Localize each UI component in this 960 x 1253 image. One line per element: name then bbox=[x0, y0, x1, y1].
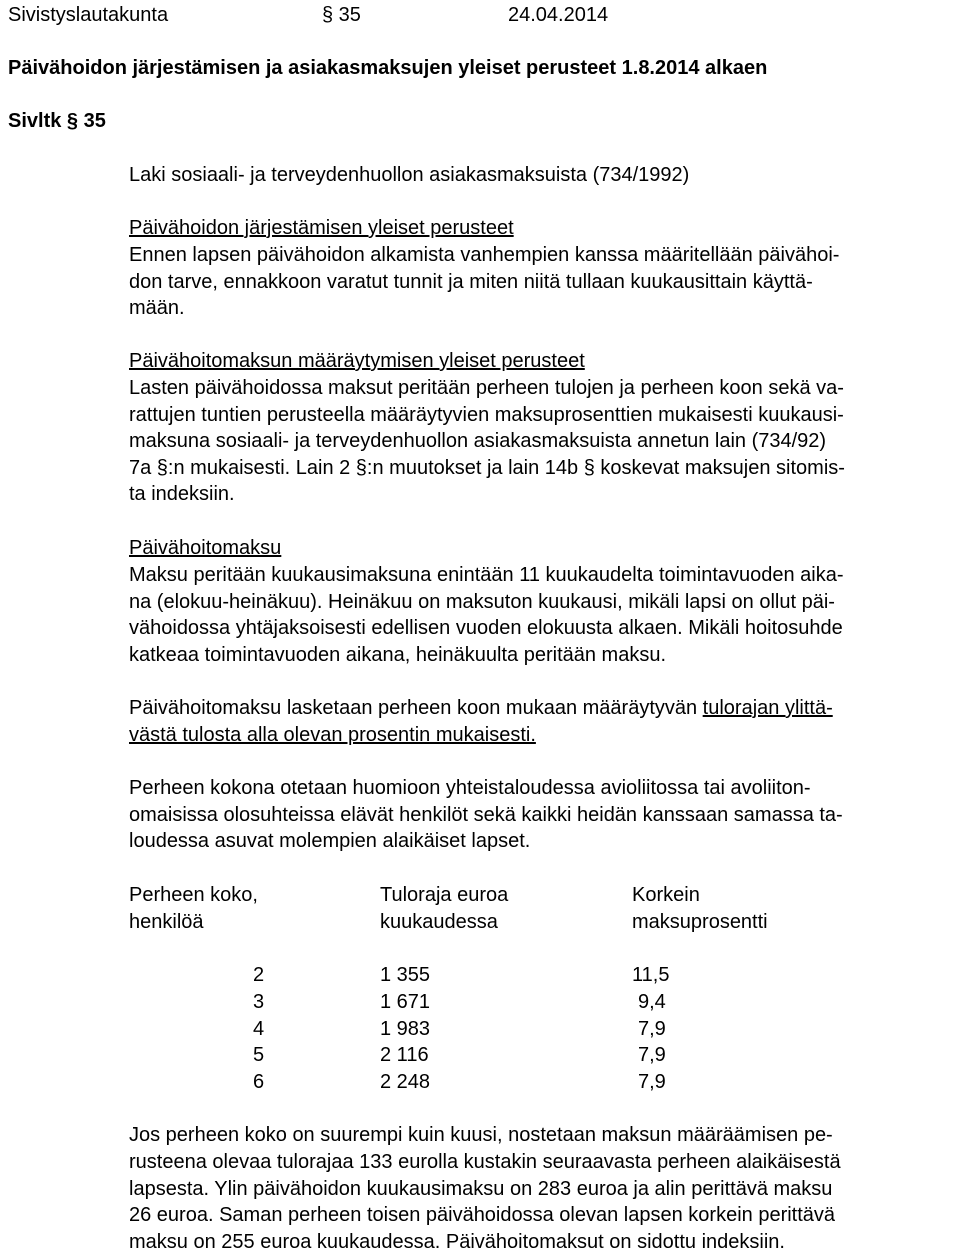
table-header: Korkein bbox=[632, 884, 700, 906]
paragraph-line: ta indeksiin. bbox=[129, 483, 235, 505]
table-cell: 7,9 bbox=[638, 1018, 666, 1040]
paragraph-line: Lasten päivähoidossa maksut peritään perheen tulojen ja perheen koon sekä va- bbox=[129, 377, 844, 399]
paragraph-line: Jos perheen koko on suurempi kuin kuusi, nostetaan maksun määräämisen pe- bbox=[129, 1124, 833, 1146]
table-cell: 9,4 bbox=[638, 991, 666, 1013]
document-ref: Sivltk § 35 bbox=[8, 110, 106, 132]
fee-basis-text: Päivähoitomaksu lasketaan perheen koon mukaan määräytyvän bbox=[129, 697, 703, 719]
table-header: maksuprosentti bbox=[632, 911, 768, 933]
fee-basis-underlined: västä tulosta alla olevan prosentin mukaisesti. bbox=[129, 724, 536, 746]
paragraph-line: 26 euroa. Saman perheen toisen päivähoidossa olevan lapsen korkein perittävä bbox=[129, 1204, 836, 1226]
table-cell: 5 bbox=[253, 1044, 265, 1066]
paragraph-line: don tarve, ennakkoon varatut tunnit ja miten niitä tullaan kuukausittain käyttä- bbox=[129, 271, 813, 293]
paragraph-line: maksu on 255 euroa kuukaudessa. Päivähoitomaksut on sidottu indeksiin. bbox=[129, 1231, 785, 1253]
table-header: henkilöä bbox=[129, 911, 204, 933]
table-cell: 6 bbox=[253, 1071, 265, 1093]
header-section: § 35 bbox=[322, 4, 361, 26]
table-header: kuukaudessa bbox=[380, 911, 498, 933]
paragraph-line: Ennen lapsen päivähoidon alkamista vanhempien kanssa määritellään päivähoi- bbox=[129, 244, 840, 266]
header-org: Sivistyslautakunta bbox=[8, 4, 169, 26]
section-heading: Päivähoidon järjestämisen yleiset perusteet bbox=[129, 217, 514, 239]
table-cell: 1 671 bbox=[380, 991, 431, 1013]
table-cell: 11,5 bbox=[632, 964, 670, 986]
table-cell: 1 983 bbox=[380, 1018, 431, 1040]
table-cell: 3 bbox=[253, 991, 265, 1013]
section-heading: Päivähoitomaksun määräytymisen yleiset perusteet bbox=[129, 350, 585, 372]
paragraph-line: na (elokuu-heinäkuu). Heinäkuu on maksuton kuukausi, mikäli lapsi on ollut päi- bbox=[129, 591, 835, 613]
paragraph-line: katkeaa toimintavuoden aikana, heinäkuulta peritään maksu. bbox=[129, 644, 667, 666]
paragraph-line: rusteena olevaa tulorajaa 133 eurolla kustakin seuraavasta perheen alaikäisestä bbox=[129, 1151, 841, 1173]
paragraph-line: mään. bbox=[129, 297, 185, 319]
table-cell: 4 bbox=[253, 1018, 265, 1040]
table-cell: 2 116 bbox=[380, 1044, 429, 1066]
table-cell: 1 355 bbox=[380, 964, 431, 986]
table-cell: 7,9 bbox=[638, 1044, 666, 1066]
paragraph-line: loudessa asuvat molempien alaikäiset lapset. bbox=[129, 830, 531, 852]
paragraph-line: 7a §:n mukaisesti. Lain 2 §:n muutokset ja lain 14b § koskevat maksujen sitomis- bbox=[129, 457, 845, 479]
paragraph-line: omaisissa olosuhteissa elävät henkilöt sekä kaikki heidän kanssaan samassa ta- bbox=[129, 804, 843, 826]
table-header: Perheen koko, bbox=[129, 884, 258, 906]
table-cell: 2 bbox=[253, 964, 265, 986]
table-cell: 2 248 bbox=[380, 1071, 431, 1093]
paragraph-line: vähoidossa yhtäjaksoisesti edellisen vuoden elokuusta alkaen. Mikäli hoitosuhde bbox=[129, 617, 843, 639]
section-heading: Päivähoitomaksu bbox=[129, 537, 282, 559]
fee-basis-underlined: tulorajan ylittä- bbox=[702, 697, 833, 719]
paragraph-line: Maksu peritään kuukausimaksuna enintään 11 kuukaudelta toimintavuoden aika- bbox=[129, 564, 844, 586]
fee-basis-line bbox=[129, 698, 833, 718]
paragraph-line: maksuna sosiaali- ja terveydenhuollon asiakasmaksuista annetun lain (734/92) bbox=[129, 430, 827, 452]
paragraph-line: Perheen kokona otetaan huomioon yhteistaloudessa avioliitossa tai avoliiton- bbox=[129, 777, 811, 799]
table-header: Tuloraja euroa bbox=[380, 884, 509, 906]
paragraph-line: lapsesta. Ylin päivähoidon kuukausimaksu on 283 euroa ja alin perittävä maksu bbox=[129, 1178, 833, 1200]
document-title: Päivähoidon järjestämisen ja asiakasmaksujen yleiset perusteet 1.8.2014 alkaen bbox=[8, 57, 768, 79]
header-date: 24.04.2014 bbox=[508, 4, 609, 26]
law-reference: Laki sosiaali- ja terveydenhuollon asiakasmaksuista (734/1992) bbox=[129, 164, 690, 186]
table-cell: 7,9 bbox=[638, 1071, 666, 1093]
paragraph-line: rattujen tuntien perusteella määräytyvien maksuprosenttien mukaisesti kuukausi- bbox=[129, 404, 844, 426]
